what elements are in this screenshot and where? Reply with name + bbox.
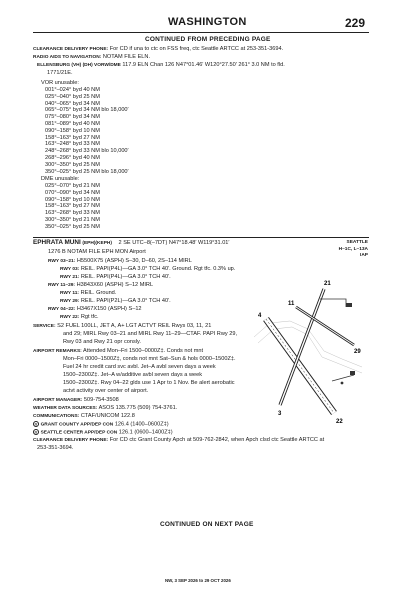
service-label: SERVICE: (33, 324, 56, 329)
chart-city: SEATTLE (346, 240, 368, 245)
radio-circle-r-icon: R (34, 430, 38, 435)
vor-label: ELLENSBURG (VH) (DH) VORW/DME (37, 63, 121, 68)
radio-aids-label: RADIO AIDS TO NAVIGATION: (33, 55, 102, 60)
remarks-line: Mon–Fri 0000–1500Z‡, conds not mnt Sat–Sun & hols 0000–1500Z‡. (63, 356, 236, 362)
dme-unusable-item: 025°–070° byd 21 NM (45, 183, 100, 189)
airport-manager: AIRPORT MANAGER: 509-754-3508 (33, 397, 119, 403)
vor-unusable-item: 350°–025° byd 25 NM blo 18,000′ (45, 168, 129, 175)
page-number: 229 (345, 16, 366, 30)
header-rule (33, 32, 369, 33)
dme-unusable-item: 090°–158° byd 10 NM (45, 196, 100, 203)
vor-unusable-item: 158°–163° byd 27 NM (45, 134, 100, 141)
clearance-delivery-cont: 253-351-3694. (37, 445, 74, 451)
chart-refs (320, 240, 368, 260)
vor-unusable-item: 081°–089° byd 40 NM (45, 120, 100, 127)
rwy-end-label: 21 (324, 281, 331, 287)
vor-unusable-label: VOR unusable: (41, 80, 79, 86)
remarks-line: 1500–2300Z‡. Rwy 04–22 glds use 1 Apr to 1 Nov. Be alert aerobatic (63, 380, 235, 386)
dme-unusable-list (45, 183, 100, 231)
rwy-end-label: 4 (258, 313, 262, 319)
vor-unusable-item: 065°–075° byd 34 NM blo 18,000′ (45, 107, 129, 114)
weather-sources: WEATHER DATA SOURCES: ASOS 135.775 (509) 754-3761. (33, 405, 178, 411)
rwy-end-label: 11 (288, 301, 295, 307)
runway-line: RWY 29: REIL. PAPI(P2L)—GA 3.0° TCH 40′. (60, 298, 171, 304)
effective-cycle: NW, 3 SEP 2026 to 29 OCT 2026 (165, 578, 231, 583)
vor-line (37, 62, 285, 70)
airport-name: EPHRATA MUNI (33, 239, 81, 246)
radio-aids (33, 54, 150, 62)
remarks-line: actvt activity over center of airport. (63, 388, 149, 394)
runway-04-22 (266, 319, 334, 413)
chart-ref-codes: H–1C, L–13A (338, 246, 368, 252)
vor-unusable-item: 001°–024° byd 40 NM (45, 87, 100, 93)
vor-unusable-list (45, 87, 129, 175)
remarks-line: AIRPORT REMARKS: Attended Mon–Fri 1500–0000Z‡. Conds not mnt (33, 348, 204, 354)
vor-unusable-item: 300°–350° byd 25 NM (45, 161, 100, 168)
vor-unusable-item: 248°–268° byd 33 NM blo 10,000′ (45, 148, 129, 155)
dme-unusable-label: DME unusable: (41, 176, 80, 182)
app-dep-seattle: R SEATTLE CENTER APP/DEP CON 126.1 (0600–1400Z‡) (34, 429, 173, 436)
clearance-text: For CD if una to ctc on FSS freq, ctc Seattle ARTCC at 253-351-3694. (109, 46, 284, 52)
vor-text2: 1771/21E. (47, 70, 73, 76)
dme-unusable-item: 163°–268° byd 33 NM (45, 210, 100, 217)
runway-line: RWY 03–21: H5500X75 (ASPH) S–30, D–60, 2S–114 MIRL (48, 258, 192, 264)
runway-line: RWY 21: REIL. PAPI(P4L)—GA 3.0° TCH 40′. (60, 274, 171, 280)
airport-ids: (EPH)(KEPH) (82, 241, 112, 246)
runway-line: RWY 22: Rgt tfc. (60, 314, 99, 320)
runway-line: RWY 11: REIL. Ground. (60, 290, 117, 296)
vor-unusable-item: 075°–080° byd 34 NM (45, 114, 100, 121)
airport-elev-line: 1276 B NOTAM FILE EPH MON Airport (48, 249, 146, 255)
runway-line: RWY 03: REIL. PAPI(P4L)—GA 3.0° TCH 40′. Ground. Rgt tfc. 0.3% up. (60, 266, 236, 272)
hangar-structure (350, 371, 355, 375)
taxiways (320, 299, 354, 381)
hangar-structure (346, 303, 352, 307)
page-state-title: WASHINGTON (168, 16, 247, 28)
vor-unusable-item: 040°–065° byd 34 NM (45, 100, 100, 107)
airport-diagram (250, 263, 368, 465)
vor-unusable-item: 268°–296° byd 40 NM (45, 154, 100, 161)
rwy-end-label: 29 (354, 349, 361, 355)
runway-line: RWY 04–22: H3467X150 (ASPH) S–12 (48, 306, 142, 312)
service-line: and 29; MIRL Rwy 03–21 and MIRL Rwy 11–29—CTAF. PAPI Rwy 29, (63, 331, 237, 337)
rwy-end-label: 22 (336, 419, 343, 425)
clearance-delivery-prev (33, 46, 283, 54)
continued-next-label: CONTINUED ON NEXT PAGE (160, 521, 254, 528)
runway-line: RWY 11–29: H3843X60 (ASPH) S–12 MIRL (48, 282, 154, 288)
iap-label: IAP (360, 253, 368, 259)
vor-unusable-item: 163°–248° byd 33 NM (45, 141, 100, 148)
section-divider (33, 237, 369, 238)
dme-unusable-item: 300°–350° byd 21 NM (45, 216, 100, 223)
service-line: SERVICE: S2 FUEL 100LL, JET A, A+ LGT ACTVT REIL Rwys 03, 11, 21 (33, 323, 212, 329)
clearance-label: CLEARANCE DELIVERY PHONE: (33, 47, 109, 52)
vor-unusable-item: 090°–158° byd 10 NM (45, 127, 100, 134)
remarks-label: AIRPORT REMARKS: (33, 349, 82, 354)
rwy-end-label: 3 (278, 411, 282, 417)
app-dep-grant: R GRANT COUNTY APP/DEP CON 126.4 (1400–0600Z‡) (34, 421, 169, 428)
clearance-delivery: CLEARANCE DELIVERY PHONE: For CD ctc Grant County Apch at 509-762-2842, when Apch clsd ctc Seattle ARTCC at (33, 437, 325, 443)
continued-from-label: CONTINUED FROM PRECEDING PAGE (145, 36, 271, 43)
radio-circle-r-icon: R (34, 422, 38, 427)
airport-info: 2 SE UTC–8(–7DT) N47°18.48′ W119°31.01′ (118, 240, 230, 246)
radio-aids-text: NOTAM FILE ELN. (102, 54, 151, 60)
beacon-icon (341, 382, 344, 385)
communications: COMMUNICATIONS: CTAF/UNICOM 122.8 (33, 413, 135, 419)
remarks-line: 1500–2300Z‡. Jet–A w/additive avbl seven days a week (63, 372, 203, 378)
remarks-line: Fuel 24 hr credit card svc avbl. Jet–A avbl seven days a week (63, 364, 216, 370)
vor-unusable-item: 025°–040° byd 25 NM (45, 93, 100, 100)
airport-heading (33, 240, 229, 248)
dme-unusable-item: 070°–090° byd 34 NM (45, 189, 100, 196)
dme-unusable-item: 158°–163° byd 27 NM (45, 203, 100, 210)
service-line: Rwy 03 and Rwy 21 opr consly. (63, 339, 141, 345)
dme-unusable-item: 350°–025° byd 25 NM (45, 223, 100, 230)
vor-text: 117.9 ELN Chan 126 N47°01.46′ W120°27.50′ 261° 3.0 NM to fld. (122, 62, 285, 68)
